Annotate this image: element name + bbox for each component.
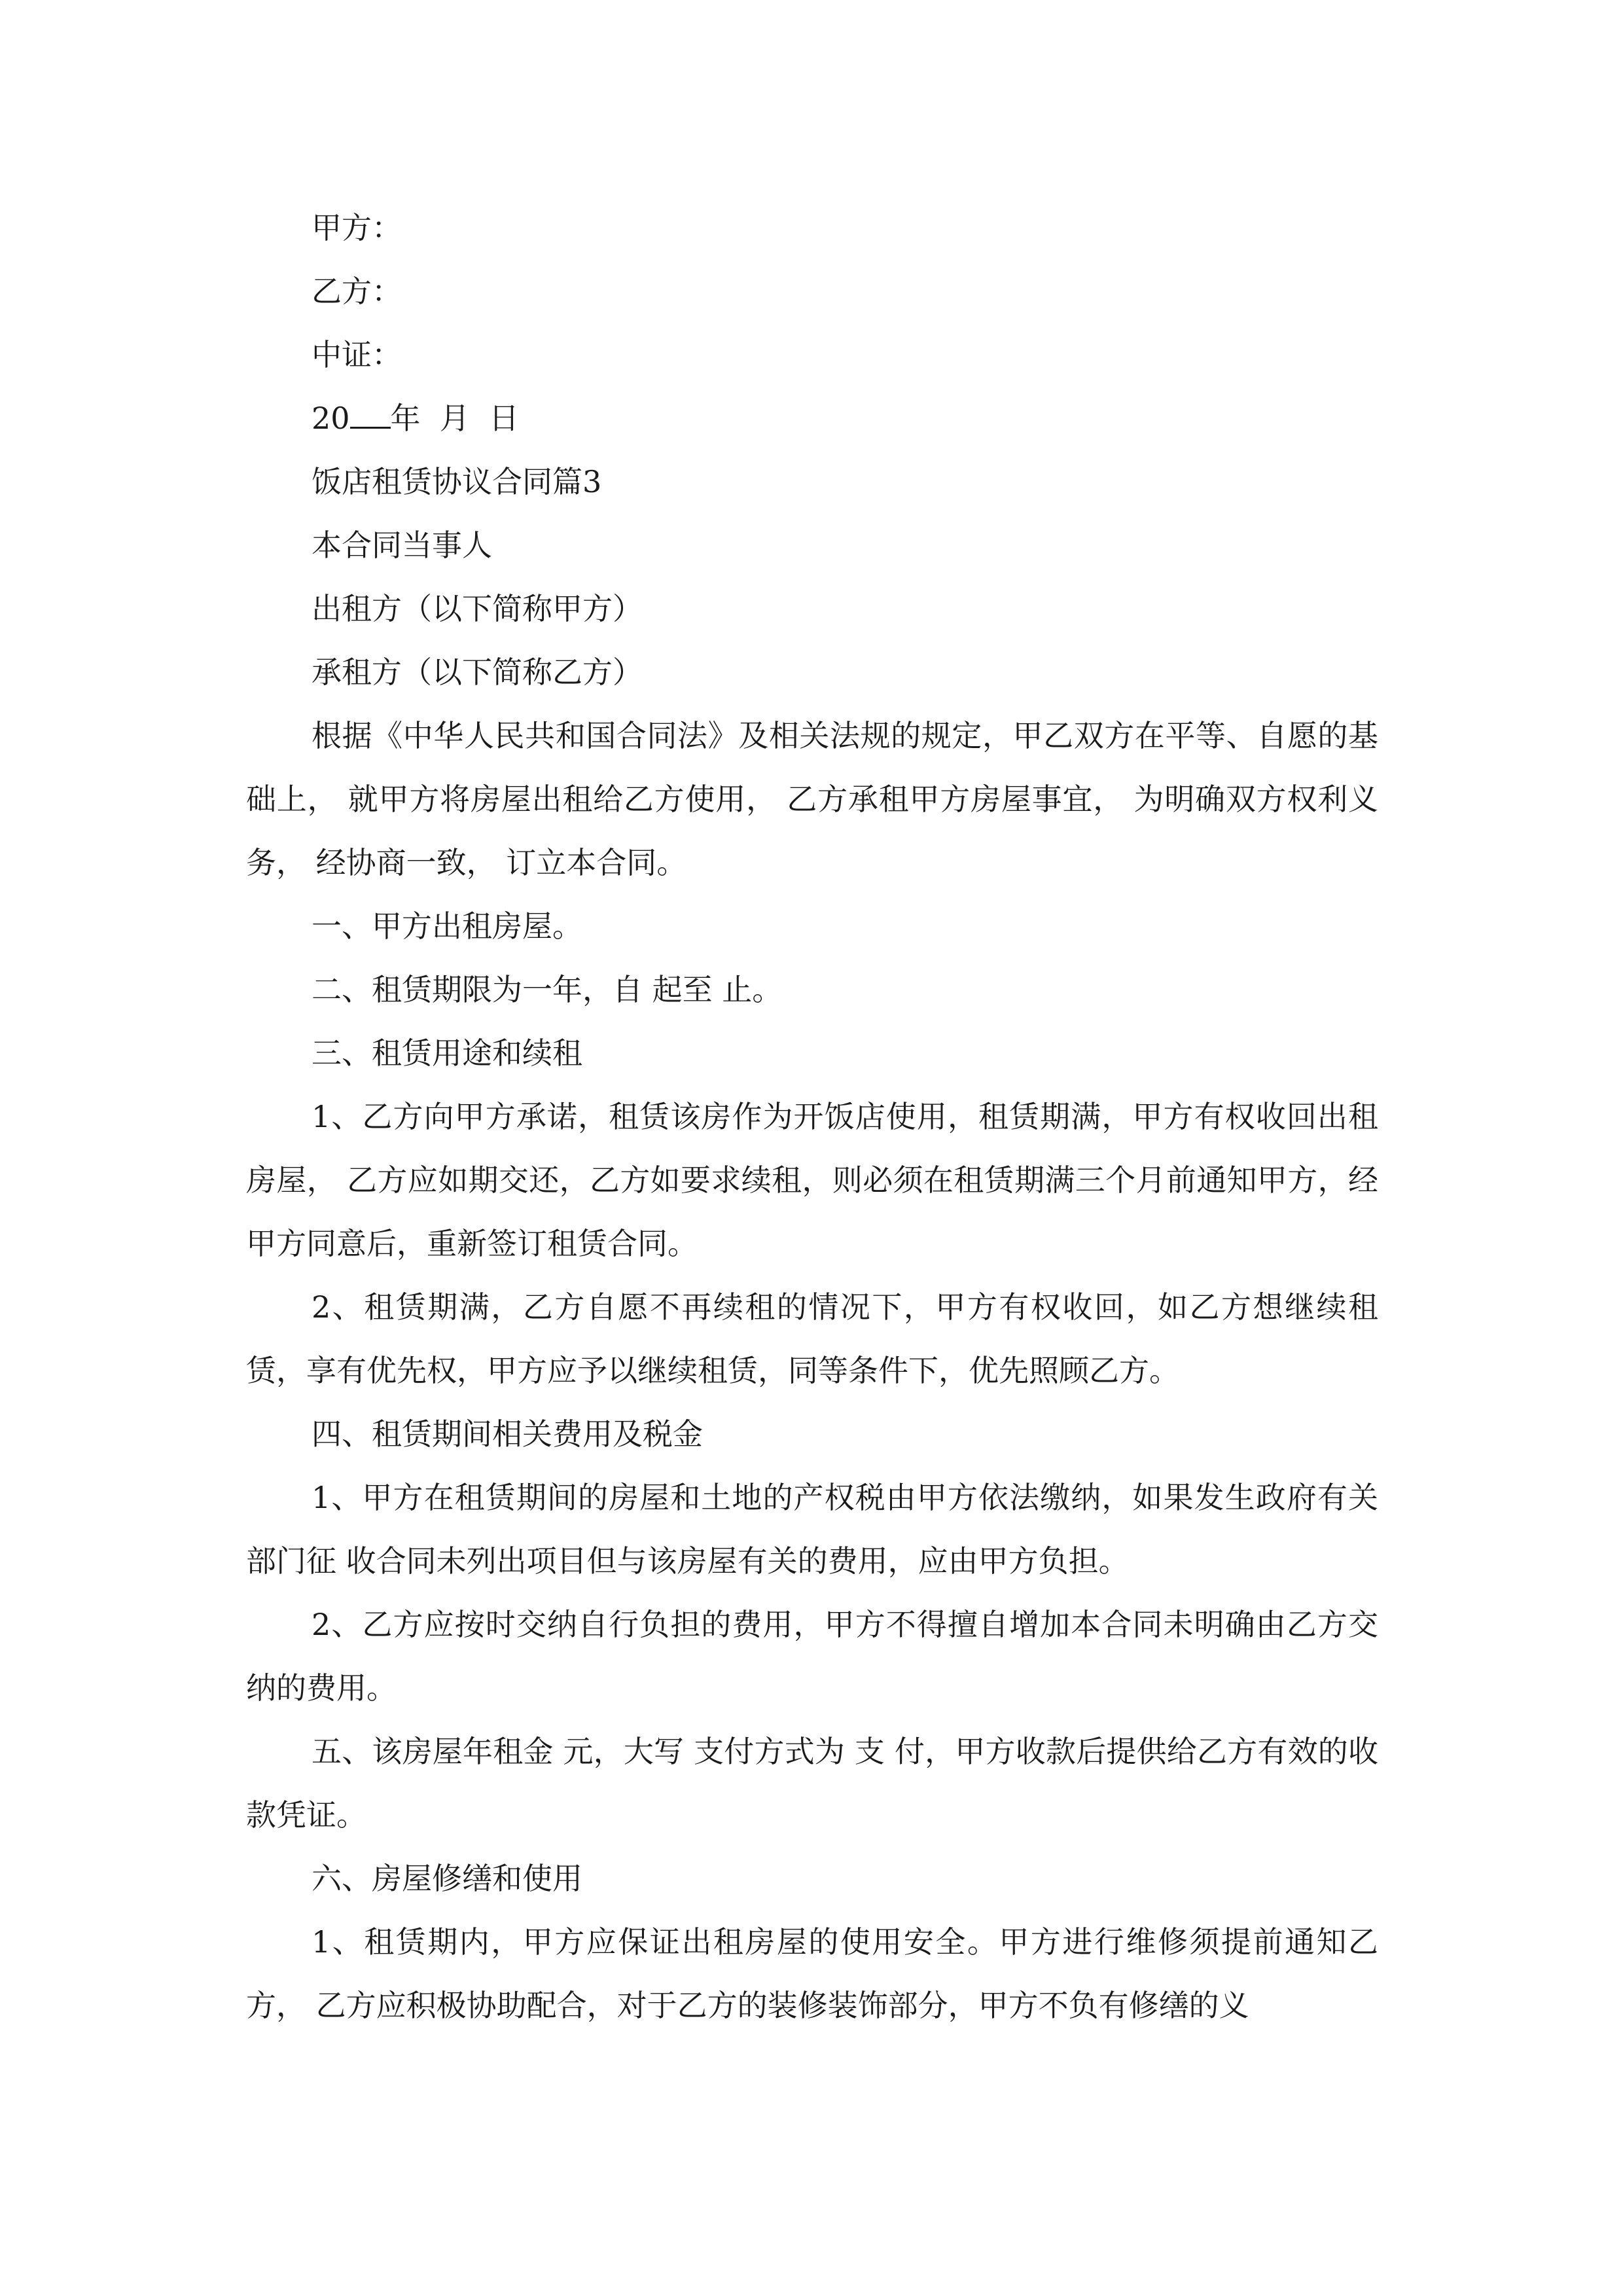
party-a-line: 甲方： [312,210,402,245]
date-prefix: 20 [312,401,350,436]
preamble-paragraph: 根据《中华人民共和国合同法》及相关法规的规定，甲乙双方在平等、自愿的基础上， 就甲方将房屋出租给乙方使用， 乙方承租甲方房屋事宜， 为明确双方权利义务， 经协商一致， 订立本合同。 [246,718,1378,880]
section-4-item-2: 2、乙方应按时交纳自行负担的费用，甲方不得擅自增加本合同未明确由乙方交纳的费用。 [246,1607,1378,1706]
witness-line: 中证： [312,337,402,372]
party-b-line: 乙方： [312,274,402,309]
section-2: 二、租赁期限为一年，自 起至 止。 [312,972,783,1007]
section-6-item-1: 1、租赁期内，甲方应保证出租房屋的使用安全。甲方进行维修须提前通知乙方， 乙方应积极协助配合，对于乙方的装修装饰部分，甲方不负有修缮的义 [246,1924,1378,2023]
section-6-heading: 六、房屋修缮和使用 [312,1861,582,1896]
section-3-item-1: 1、乙方向甲方承诺，租赁该房作为开饭店使用，租赁期满，甲方有权收回出租房屋， 乙方应如期交还，乙方如要求续租，则必须在租赁期满三个月前通知甲方，经甲方同意后，重新签订租赁合同。 [246,1099,1378,1261]
section-4-item-1: 1、甲方在租赁期间的房屋和土地的产权税由甲方依法缴纳，如果发生政府有关部门征 收合同未列出项目但与该房屋有关的费用，应由甲方负担。 [246,1480,1378,1579]
document-body [246,196,1378,2037]
lessee-line: 承租方（以下简称乙方） [312,655,643,690]
section-5: 五、该房屋年租金 元，大写 支付方式为 支 付，甲方收款后提供给乙方有效的收款凭证。 [246,1734,1378,1833]
lessor-line: 出租方（以下简称甲方） [312,591,643,626]
section-1: 一、甲方出租房屋。 [312,908,582,944]
date-line [246,387,1378,450]
date-suffix: 年 月 日 [390,401,520,436]
contract-title: 饭店租赁协议合同篇3 [312,464,602,499]
section-3-item-2: 2、租赁期满，乙方自愿不再续租的情况下，甲方有权收回，如乙方想继续租赁，享有优先权，甲方应予以继续租赁，同等条件下，优先照顾乙方。 [246,1289,1378,1388]
year-blank [350,401,391,429]
section-4-heading: 四、租赁期间相关费用及税金 [312,1416,703,1452]
parties-heading: 本合同当事人 [312,528,492,563]
section-3-heading: 三、租赁用途和续租 [312,1035,582,1071]
